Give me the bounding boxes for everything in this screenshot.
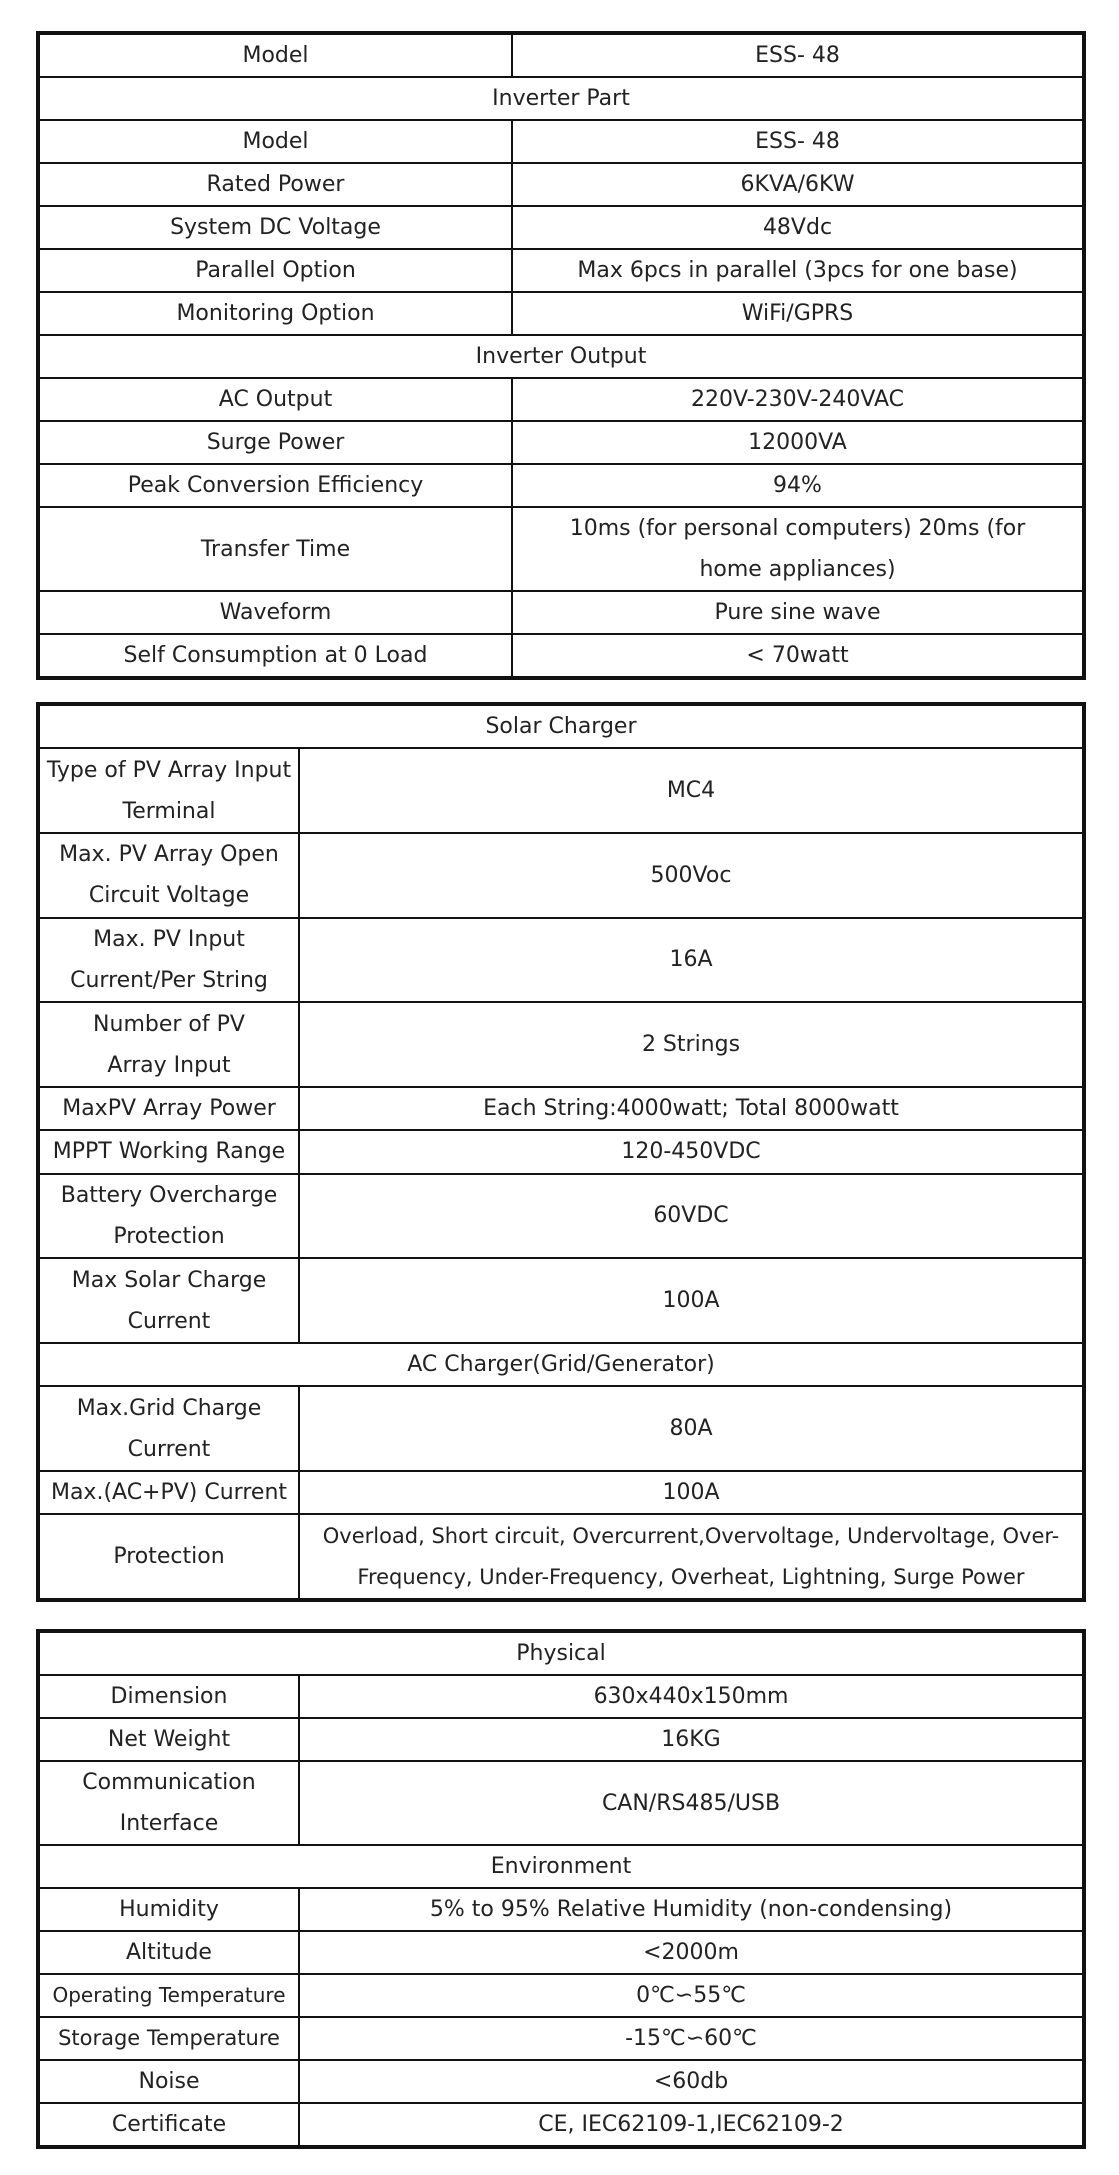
- section-header-row: [38, 704, 1084, 748]
- table-row: [38, 918, 1084, 1003]
- spec-label: Max Solar Charge Current: [38, 1258, 299, 1343]
- table-row: [38, 163, 1084, 206]
- spec-label: Peak Conversion Efficiency: [38, 464, 512, 507]
- table-row: [38, 748, 1084, 833]
- table-row: [38, 1888, 1084, 1931]
- table-row: [38, 249, 1084, 292]
- spec-value: -15℃∽60℃: [299, 2017, 1084, 2060]
- table-row: [38, 1130, 1084, 1173]
- spec-label: Protection: [38, 1514, 299, 1600]
- spec-label: Model: [38, 120, 512, 163]
- spec-value: 48Vdc: [512, 206, 1084, 249]
- spec-value: 100A: [299, 1258, 1084, 1343]
- spec-label: Max. PV Input Current/Per String: [38, 918, 299, 1003]
- spec-label: Noise: [38, 2060, 299, 2103]
- spec-label: Number of PV Array Input: [38, 1002, 299, 1087]
- spec-label: MPPT Working Range: [38, 1130, 299, 1173]
- spec-label: Max. PV Array Open Circuit Voltage: [38, 833, 299, 918]
- spec-label: Waveform: [38, 591, 512, 634]
- spec-value: 100A: [299, 1471, 1084, 1514]
- spec-value: < 70watt: [512, 634, 1084, 678]
- spec-value: 16A: [299, 918, 1084, 1003]
- table-row: [38, 591, 1084, 634]
- spec-label: Communication Interface: [38, 1761, 299, 1845]
- spec-value: 5% to 95% Relative Humidity (non-condensing): [299, 1888, 1084, 1931]
- table-row: [38, 1002, 1084, 1087]
- table-row: [38, 833, 1084, 918]
- spec-value: 16KG: [299, 1718, 1084, 1761]
- spec-label: Operating Temperature: [38, 1974, 299, 2017]
- table-row: [38, 1386, 1084, 1471]
- spec-label: Monitoring Option: [38, 292, 512, 335]
- spec-label: System DC Voltage: [38, 206, 512, 249]
- spec-value: 80A: [299, 1386, 1084, 1471]
- spec-value: WiFi/GPRS: [512, 292, 1084, 335]
- table-row: [38, 33, 1084, 77]
- spec-value: Overload, Short circuit, Overcurrent,Overvoltage, Undervoltage, Over-Frequency, Under-Frequency, Overheat, Lightning, Surge Power: [299, 1514, 1084, 1600]
- spec-label: MaxPV Array Power: [38, 1087, 299, 1130]
- table-row: [38, 206, 1084, 249]
- table-row: [38, 378, 1084, 421]
- spec-value: 2 Strings: [299, 1002, 1084, 1087]
- spec-value: 630x440x150mm: [299, 1675, 1084, 1718]
- table-row: [38, 1761, 1084, 1845]
- spec-value: ESS- 48: [512, 33, 1084, 77]
- spec-value: 12000VA: [512, 421, 1084, 464]
- table-row: [38, 1514, 1084, 1600]
- spec-label: Parallel Option: [38, 249, 512, 292]
- physical-spec-table: [36, 1629, 1086, 2149]
- table-row: [38, 1718, 1084, 1761]
- spec-value: 220V-230V-240VAC: [512, 378, 1084, 421]
- table-row: [38, 2017, 1084, 2060]
- table-row: [38, 2103, 1084, 2147]
- section-header: AC Charger(Grid/Generator): [38, 1343, 1084, 1386]
- spec-label: Certificate: [38, 2103, 299, 2147]
- spec-label: Surge Power: [38, 421, 512, 464]
- spec-value: CE, IEC62109-1,IEC62109-2: [299, 2103, 1084, 2147]
- table-row: [38, 1471, 1084, 1514]
- spec-label: Self Consumption at 0 Load: [38, 634, 512, 678]
- spec-label: Dimension: [38, 1675, 299, 1718]
- table-row: [38, 1174, 1084, 1259]
- spec-label: Rated Power: [38, 163, 512, 206]
- table-row: [38, 1675, 1084, 1718]
- spec-value: 120-450VDC: [299, 1130, 1084, 1173]
- table-row: [38, 507, 1084, 591]
- table-row: [38, 292, 1084, 335]
- table-row: [38, 464, 1084, 507]
- spec-value: <60db: [299, 2060, 1084, 2103]
- spec-label: Altitude: [38, 1931, 299, 1974]
- section-header-row: [38, 1343, 1084, 1386]
- section-header: Physical: [38, 1631, 1084, 1675]
- spec-value: 6KVA/6KW: [512, 163, 1084, 206]
- spec-value: MC4: [299, 748, 1084, 833]
- section-header: Solar Charger: [38, 704, 1084, 748]
- table-row: [38, 1974, 1084, 2017]
- spec-label: Storage Temperature: [38, 2017, 299, 2060]
- spec-value: 94%: [512, 464, 1084, 507]
- section-header-row: [38, 77, 1084, 120]
- solar-spec-table: [36, 702, 1086, 1602]
- section-header-row: [38, 335, 1084, 378]
- table-row: [38, 2060, 1084, 2103]
- section-header-row: [38, 1631, 1084, 1675]
- table-row: [38, 1087, 1084, 1130]
- spec-value: Pure sine wave: [512, 591, 1084, 634]
- spec-value: ESS- 48: [512, 120, 1084, 163]
- table-row: [38, 634, 1084, 678]
- section-header: Inverter Part: [38, 77, 1084, 120]
- spec-value: 10ms (for personal computers) 20ms (for home appliances): [512, 507, 1084, 591]
- table-row: [38, 120, 1084, 163]
- spec-value: 500Voc: [299, 833, 1084, 918]
- inverter-spec-table: [36, 31, 1086, 680]
- spec-label: Max.(AC+PV) Current: [38, 1471, 299, 1514]
- spec-label: Max.Grid Charge Current: [38, 1386, 299, 1471]
- section-header: Environment: [38, 1845, 1084, 1888]
- section-header-row: [38, 1845, 1084, 1888]
- spec-value: <2000m: [299, 1931, 1084, 1974]
- spec-label: Humidity: [38, 1888, 299, 1931]
- spec-label: Battery Overcharge Protection: [38, 1174, 299, 1259]
- spec-label: Model: [38, 33, 512, 77]
- section-header: Inverter Output: [38, 335, 1084, 378]
- spec-value: 0℃∽55℃: [299, 1974, 1084, 2017]
- spec-label: Net Weight: [38, 1718, 299, 1761]
- spec-label: AC Output: [38, 378, 512, 421]
- spec-value: Max 6pcs in parallel (3pcs for one base): [512, 249, 1084, 292]
- spec-label: Type of PV Array Input Terminal: [38, 748, 299, 833]
- table-row: [38, 1258, 1084, 1343]
- table-row: [38, 1931, 1084, 1974]
- spec-label: Transfer Time: [38, 507, 512, 591]
- spec-value: 60VDC: [299, 1174, 1084, 1259]
- table-row: [38, 421, 1084, 464]
- spec-value: CAN/RS485/USB: [299, 1761, 1084, 1845]
- spec-value: Each String:4000watt; Total 8000watt: [299, 1087, 1084, 1130]
